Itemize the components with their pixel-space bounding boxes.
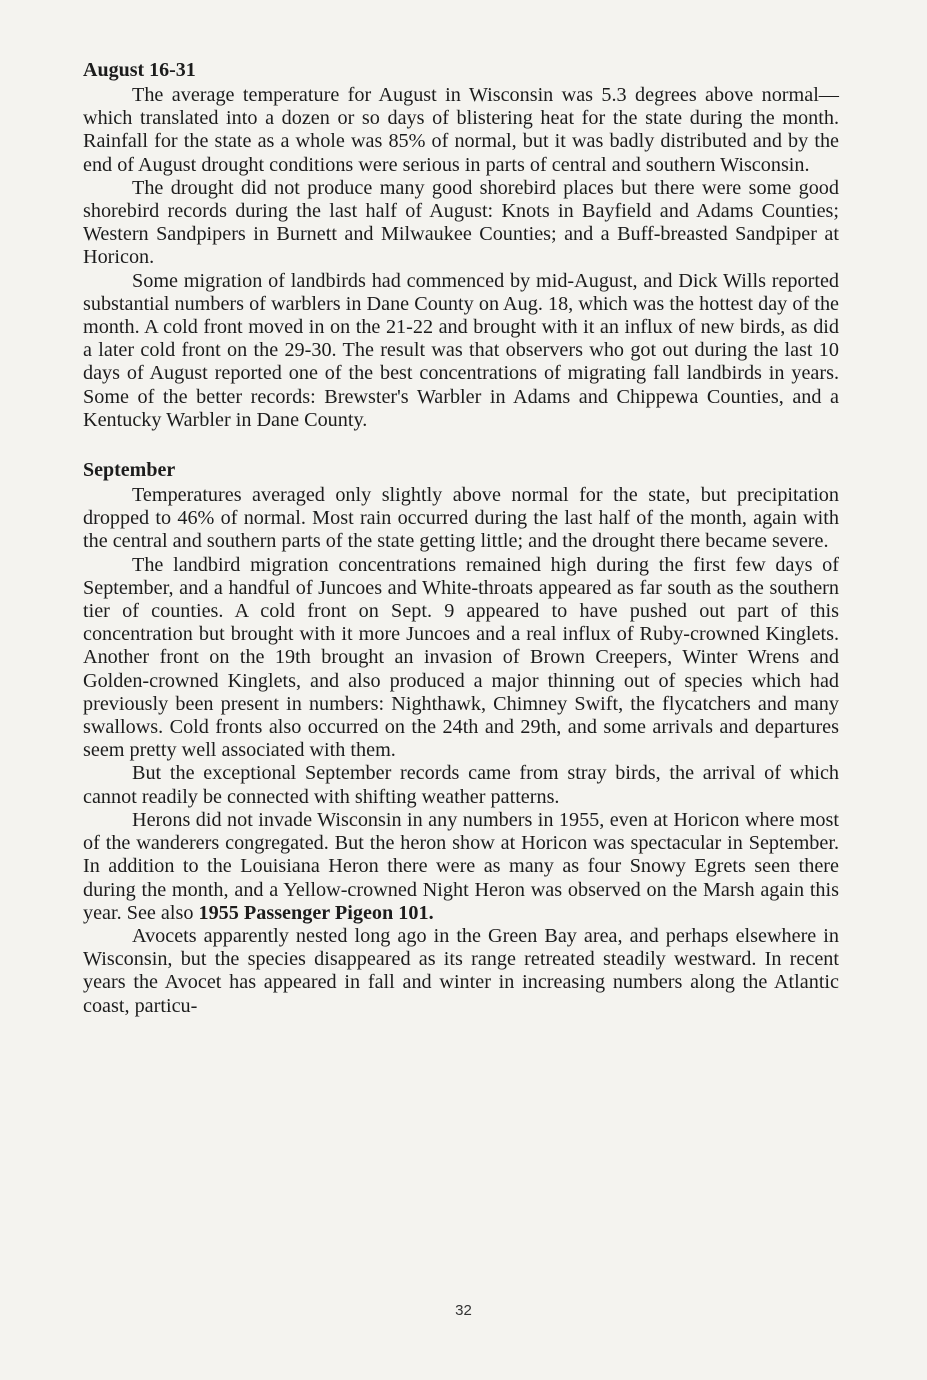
citation-reference: 1955 Passenger Pigeon 101. [198,901,434,924]
page-number: 32 [455,1302,472,1319]
paragraph-september-migration: The landbird migration concentrations remained high during the first few days of September, and a handful of Juncoes and White-throats appeared as far south as the southern tier of counties. A cold front on Sept. 9 appeared to have pushed out part of this concentration but brought with it more Juncoes and a real influx of Ruby-crowned Kinglets. Another front on the 19th brought an invasion of Brown Creepers, Winter Wrens and Golden-crowned Kinglets, and also produced a major thinning out of species which had previously been present in numbers: Nighthawk, Chimney Swift, the flycatchers and many swallows. Cold fronts also occurred on the 24th and 29th, and some arrivals and departures seem pretty well associated with them. [83,553,839,762]
paragraph-september-herons [83,809,839,925]
heron-text: Herons did not invade Wisconsin in any numbers in 1955, even at Horicon where most of the wanderers congregated. But the heron show at Horicon was spectacular in September. In addition to the Louisiana Heron there were as many as four Snowy Egrets seen there during the month, and a Yellow-crowned Night Heron was observed on the Marsh again this year. See also [83,808,839,924]
paragraph-september-strays: But the exceptional September records came from stray birds, the arrival of which cannot readily be connected with shifting weather patterns. [83,762,839,808]
section-heading-august: August 16-31 [83,59,196,81]
section-heading-september: September [83,459,176,482]
paragraph-september-temperature: Temperatures averaged only slightly above normal for the state, but precipitation dropped to 46% of normal. Most rain occurred during the last half of the month, again with the central and southern parts of the state getting little; and the drought there became severe. [83,484,839,553]
paragraph-september-avocets: Avocets apparently nested long ago in the Green Bay area, and perhaps elsewhere in Wisconsin, but the species disappeared as its range retreated steadily westward. In recent years the Avocet has appeared in fall and winter in increasing numbers along the Atlantic coast, particu- [83,924,839,1017]
page-body [83,58,839,1018]
paragraph-august-temperature: The average temperature for August in Wisconsin was 5.3 degrees above normal—which translated into a dozen or so days of blistering heat for the state during the month. Rainfall for the state as a whole was 85% of normal, but it was badly distributed and by the end of August drought conditions were serious in parts of central and southern Wisconsin. [83,84,839,176]
paragraph-august-landbirds: Some migration of landbirds had commenced by mid-August, and Dick Wills reported substantial numbers of warblers in Dane County on Aug. 18, which was the hottest day of the month. A cold front moved in on the 21-22 and brought with it an influx of new birds, as did a later cold front on the 29-30. The result was that observers who got out during the last 10 days of August reported one of the best concentrations of migrating fall landbirds in years. Some of the better records: Brewster's Warbler in Adams and Chippewa Counties, and a Kentucky Warbler in Dane County. [83,269,839,431]
paragraph-august-shorebirds: The drought did not produce many good shorebird places but there were some good shorebird records during the last half of August: Knots in Bayfield and Adams Counties; Western Sandpipers in Burnett and Milwaukee Counties; and a Buff-breasted Sandpiper at Horicon. [83,176,839,269]
